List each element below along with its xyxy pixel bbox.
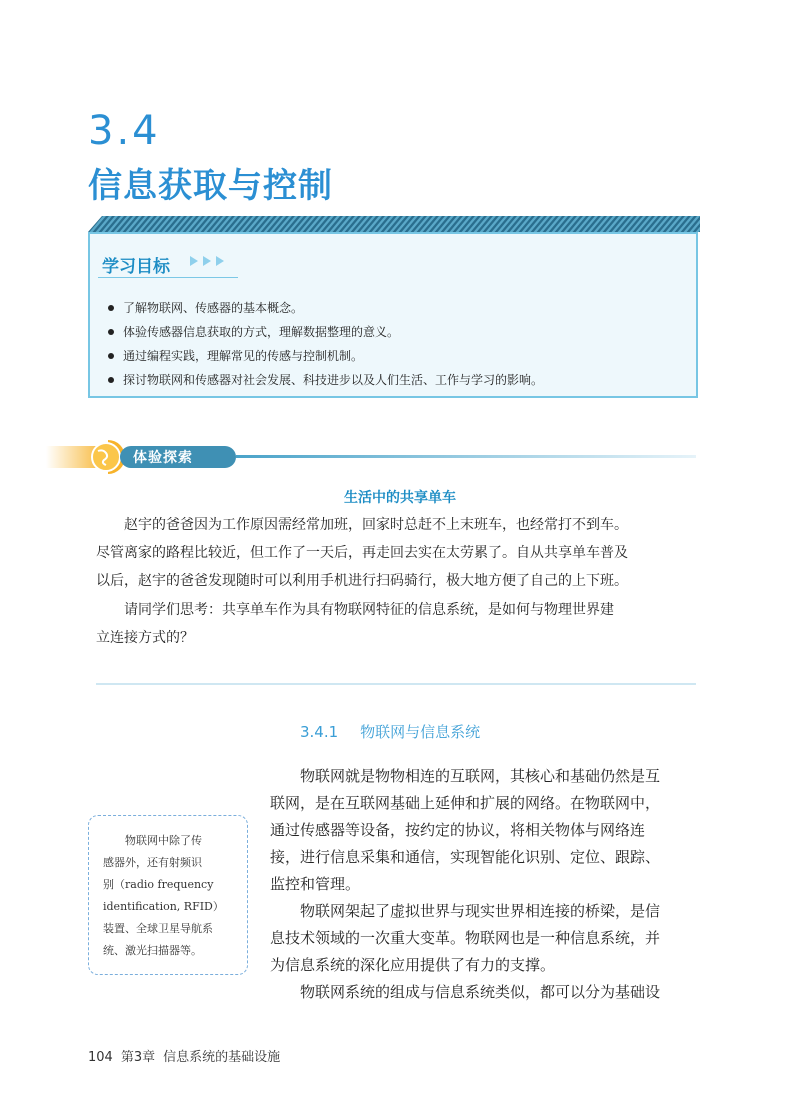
sidebar-note bbox=[88, 815, 248, 975]
text-line: 赵宇的爸爸因为工作原因需经常加班，回家时总赶不上末班车，也经常打不到车。 bbox=[124, 517, 628, 533]
text-line: 立连接方式的？ bbox=[96, 630, 194, 646]
case-title: 生活中的共享单车 bbox=[344, 490, 456, 506]
text-line: 联网，是在互联网基础上延伸和扩展的网络。在物联网中， bbox=[270, 794, 661, 812]
text-line: 请同学们思考：共享单车作为具有物联网特征的信息系统，是如何与物理世界建 bbox=[124, 602, 614, 618]
triple-arrow-icon bbox=[190, 256, 226, 266]
text-line: identification, RFID） bbox=[103, 900, 224, 913]
text-line: 通过传感器等设备，按约定的协议，将相关物体与网络连 bbox=[270, 821, 646, 839]
learning-objectives-box bbox=[88, 232, 698, 398]
page-footer bbox=[88, 1046, 288, 1065]
text-line: 息技术领域的一次重大变革。物联网也是一种信息系统，并 bbox=[270, 929, 661, 947]
text-line: 监控和管理。 bbox=[270, 875, 361, 893]
text-line: 物联网就是物物相连的互联网，其核心和基础仍然是互 bbox=[300, 767, 661, 785]
text-line: 物联网中除了传 bbox=[125, 834, 202, 847]
text-line: 为信息系统的深化应用提供了有力的支撑。 bbox=[270, 956, 556, 974]
chapter-label: 第3章 bbox=[120, 1050, 156, 1065]
text-line: 统、激光扫描器等。 bbox=[103, 944, 202, 957]
bullet-icon bbox=[108, 305, 114, 311]
objectives-title: 学习目标 bbox=[102, 257, 170, 277]
text-line: 以后，赵宇的爸爸发现随时可以利用手机进行扫码骑行，极大地方便了自己的上下班。 bbox=[96, 573, 628, 589]
section-title: 信息获取与控制 bbox=[88, 166, 333, 206]
subsection-number: 3.4.1 bbox=[300, 723, 339, 741]
list-item: 探讨物联网和传感器对社会发展、科技进步以及人们生活、工作与学习的影响。 bbox=[108, 368, 543, 392]
question-paragraph bbox=[96, 596, 696, 652]
text-line: 物联网架起了虚拟世界与现实世界相连接的桥梁，是信 bbox=[300, 902, 661, 920]
text-line: 别（radio frequency bbox=[103, 878, 214, 891]
objectives-underline bbox=[98, 277, 238, 278]
body-paragraph-1 bbox=[270, 763, 698, 898]
body-paragraph-3 bbox=[270, 979, 698, 1006]
text-line: 物联网系统的组成与信息系统类似，都可以分为基础设 bbox=[300, 983, 661, 1001]
chapter-title: 信息系统的基础设施 bbox=[163, 1050, 281, 1065]
bullet-icon bbox=[108, 353, 114, 359]
page-number: 104 bbox=[88, 1050, 113, 1065]
bullet-icon bbox=[108, 377, 114, 383]
list-item: 了解物联网、传感器的基本概念。 bbox=[108, 296, 543, 320]
subsection-title: 物联网与信息系统 bbox=[360, 723, 481, 741]
text-line: 装置、全球卫星导航系 bbox=[103, 922, 213, 935]
text-line: 尽管离家的路程比较近，但工作了一天后，再走回去实在太劳累了。自从共享单车普及 bbox=[96, 545, 628, 561]
objectives-list bbox=[108, 296, 543, 392]
bullet-icon bbox=[108, 329, 114, 335]
section-number: 3.4 bbox=[88, 108, 161, 154]
subsection-heading bbox=[300, 721, 480, 742]
text-line: 感器外，还有射频识 bbox=[103, 856, 202, 869]
story-paragraph bbox=[96, 511, 696, 595]
body-paragraph-2 bbox=[270, 898, 698, 979]
explore-label: 体验探索 bbox=[133, 450, 193, 466]
text-line: 接，进行信息采集和通信，实现智能化识别、定位、跟踪、 bbox=[270, 848, 661, 866]
list-item: 通过编程实践，理解常见的传感与控制机制。 bbox=[108, 344, 543, 368]
list-item: 体验传感器信息获取的方式，理解数据整理的意义。 bbox=[108, 320, 543, 344]
objectives-header-stripe bbox=[88, 216, 700, 232]
section-divider bbox=[96, 683, 696, 685]
